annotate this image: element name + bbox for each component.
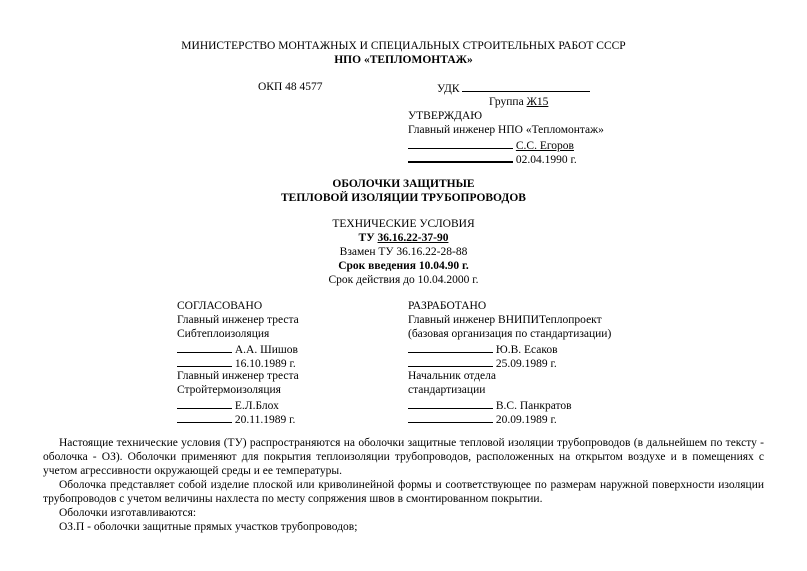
- group-value: Ж15: [526, 96, 549, 108]
- date-blank: [408, 355, 493, 367]
- group-label: Группа: [489, 96, 524, 108]
- replaces-line: Взамен ТУ 36.16.22-28-88: [339, 246, 468, 258]
- approver-name: С.С. Егоров: [515, 140, 574, 152]
- agreed-person2-position: Главный инженер треста: [177, 370, 299, 382]
- date-blank: [177, 411, 232, 423]
- signature-blank: [408, 341, 493, 353]
- validity-date: Срок действия до 10.04.2000 г.: [328, 274, 479, 286]
- agreed-person1-date: 16.10.1989 г.: [234, 358, 296, 370]
- signature-blank: [408, 397, 493, 409]
- tu-number-line: [0, 231, 807, 245]
- developed-person1-date: 25.09.1989 г.: [495, 358, 557, 370]
- body-text: [43, 436, 764, 534]
- developed-person2-org: стандартизации: [408, 384, 486, 396]
- udk-label: УДК: [437, 83, 460, 95]
- developed-person2-name: В.С. Панкратов: [495, 400, 572, 412]
- agreed-person1-org: Сибтеплоизоляция: [177, 328, 270, 340]
- approver-position: Главный инженер НПО «Тепломонтаж»: [408, 124, 604, 136]
- date-blank: [408, 151, 513, 163]
- signature-blank: [177, 341, 232, 353]
- date-blank: [177, 355, 232, 367]
- agreed-person2-date: 20.11.1989 г.: [234, 414, 296, 426]
- approval-date: 02.04.1990 г.: [515, 154, 577, 166]
- developed-person2-position: Начальник отдела: [408, 370, 496, 382]
- agreed-person1-name: А.А. Шишов: [234, 344, 298, 356]
- paragraph-manufacture: Оболочки изготавливаются:: [59, 507, 197, 519]
- tu-prefix: ТУ: [358, 232, 375, 244]
- developed-heading: РАЗРАБОТАНО: [408, 300, 487, 312]
- organization-heading: НПО «ТЕПЛОМОНТАЖ»: [334, 54, 473, 66]
- udk-blank: [462, 80, 590, 92]
- date-blank: [408, 411, 493, 423]
- spec-kind: ТЕХНИЧЕСКИЕ УСЛОВИЯ: [332, 218, 475, 230]
- ministry-heading: МИНИСТЕРСТВО МОНТАЖНЫХ И СПЕЦИАЛЬНЫХ СТРОИТЕЛЬНЫХ РАБОТ СССР: [181, 40, 626, 52]
- agreed-person2-org: Стройтермоизоляция: [177, 384, 281, 396]
- paragraph-description: Оболочка представляет собой изделие плоской или криволинейной формы и соответствующее по размерам наружной поверхности изоляции трубопроводов с учетом величины нахлеста по месту сопряжения швов в смонтированном покрытии.: [43, 479, 764, 505]
- agreed-person1-position: Главный инженер треста: [177, 314, 299, 326]
- developed-person1-org: (базовая организация по стандартизации): [408, 328, 612, 340]
- udk-field: [437, 80, 590, 96]
- approval-date-line: [408, 151, 577, 167]
- agreed-person2-name: Е.Л.Блох: [234, 400, 279, 412]
- developed-person2-date: 20.09.1989 г.: [495, 414, 557, 426]
- document-title-line2: ТЕПЛОВОЙ ИЗОЛЯЦИИ ТРУБОПРОВОДОВ: [281, 192, 526, 204]
- developed-person2-date-line: [408, 411, 557, 427]
- signature-blank: [408, 137, 513, 149]
- tu-number: 36.16.22-37-90: [377, 232, 449, 244]
- intro-date: Срок введения 10.04.90 г.: [338, 260, 469, 272]
- paragraph-scope: Настоящие технические условия (ТУ) распространяются на оболочки защитные тепловой изоляции трубопроводов (в дальнейшем по тексту - оболочка - ОЗ). Оболочки применяют для покрытия теплоизоляции трубопроводов, расположенных на открытом воздухе и в помещениях с учетом агрессивности окружающей среды и ее температуры.: [43, 437, 764, 477]
- okp-code: ОКП 48 4577: [258, 81, 323, 93]
- document-title-line1: ОБОЛОЧКИ ЗАЩИТНЫЕ: [332, 178, 475, 190]
- developed-person1-name: Ю.В. Есаков: [495, 344, 558, 356]
- signature-blank: [177, 397, 232, 409]
- agreed-person2-date-line: [177, 411, 295, 427]
- approve-heading: УТВЕРЖДАЮ: [408, 110, 483, 122]
- paragraph-type-oz-p: ОЗ.П - оболочки защитные прямых участков трубопроводов;: [59, 521, 358, 533]
- developed-person1-position: Главный инженер ВНИПИТеплопроект: [408, 314, 602, 326]
- group-field: [489, 95, 548, 109]
- agreed-heading: СОГЛАСОВАНО: [177, 300, 263, 312]
